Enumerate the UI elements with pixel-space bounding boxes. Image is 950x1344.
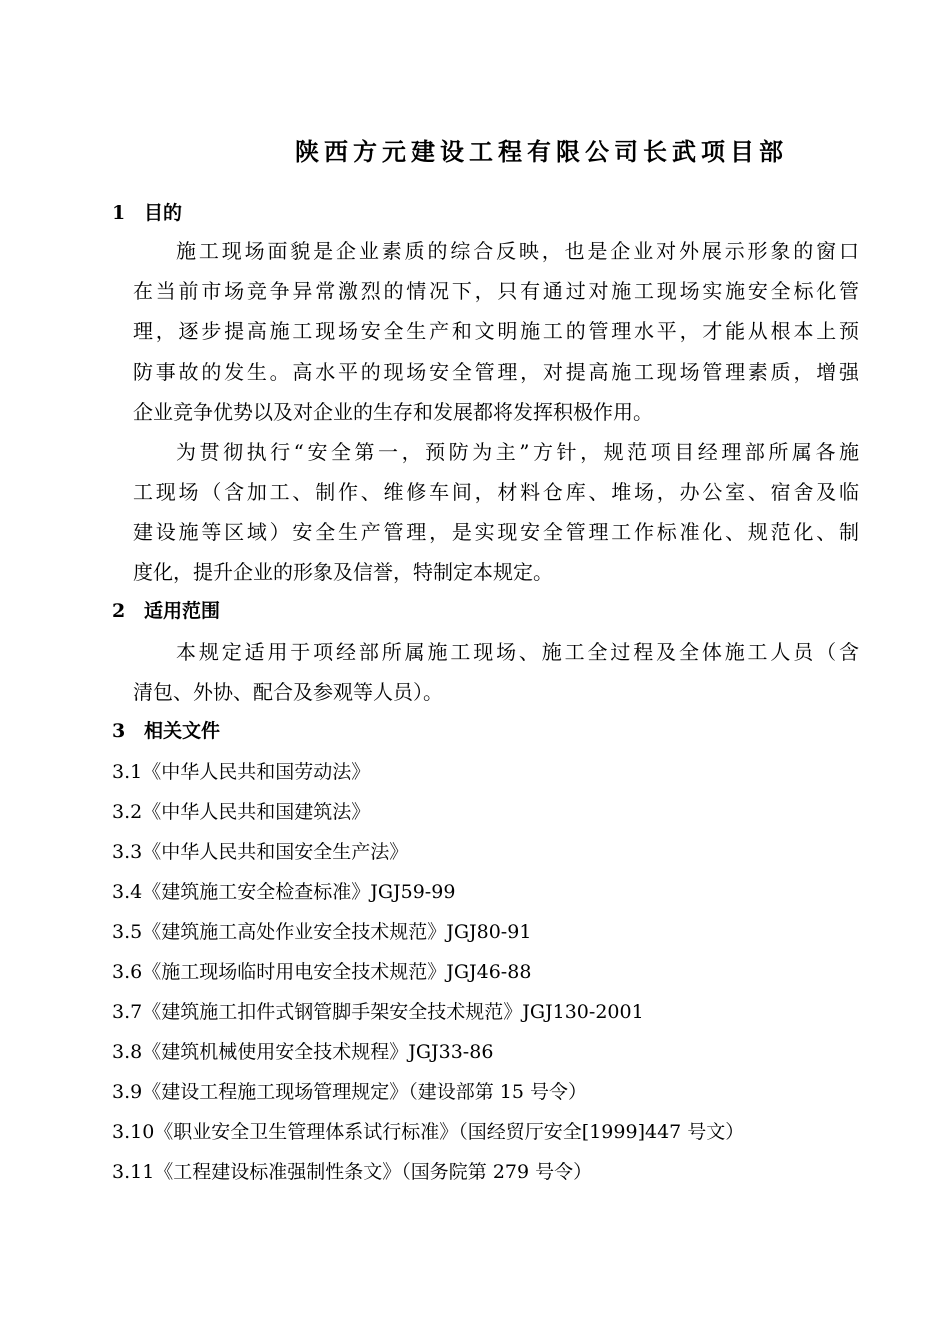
reference-item: 3.7《建筑施工扣件式钢管脚手架安全技术规范》JGJ130-2001 xyxy=(112,1001,644,1023)
reference-item: 3.2《中华人民共和国建筑法》 xyxy=(112,801,371,823)
section-title: 相关文件 xyxy=(144,720,221,742)
section-heading-1 xyxy=(112,198,182,225)
reference-item: 3.3《中华人民共和国安全生产法》 xyxy=(112,841,409,863)
reference-item: 3.6《施工现场临时用电安全技术规范》JGJ46-88 xyxy=(112,961,532,983)
section-heading-3 xyxy=(112,716,220,743)
page-header-title: 陕西方元建设工程有限公司长武项目部 xyxy=(295,137,788,166)
section-title: 适用范围 xyxy=(144,600,221,622)
section-heading-2 xyxy=(112,596,220,623)
paragraph-line: 企业竞争优势以及对企业的生存和发展都将发挥积极作用。 xyxy=(133,400,653,424)
reference-item: 3.8《建筑机械使用安全技术规程》JGJ33-86 xyxy=(112,1041,494,1063)
reference-item: 3.1《中华人民共和国劳动法》 xyxy=(112,761,371,783)
section-number: 2 xyxy=(112,600,126,622)
paragraph-line: 防事故的发生。高水平的现场安全管理，对提高施工现场管理素质，增强 xyxy=(133,360,859,384)
paragraph-line: 在当前市场竞争异常激烈的情况下，只有通过对施工现场实施安全标化管 xyxy=(133,279,859,303)
reference-item: 3.9《建设工程施工现场管理规定》（建设部第 15 号令） xyxy=(112,1081,587,1103)
paragraph-line: 为贯彻执行“安全第一，预防为主”方针，规范项目经理部所属各施 xyxy=(176,440,859,464)
reference-item: 3.4《建筑施工安全检查标准》JGJ59-99 xyxy=(112,881,456,903)
paragraph-line: 建设施等区域）安全生产管理，是实现安全管理工作标准化、规范化、制 xyxy=(133,520,859,544)
paragraph-line: 理，逐步提高施工现场安全生产和文明施工的管理水平，才能从根本上预 xyxy=(133,319,859,343)
reference-item: 3.10《职业安全卫生管理体系试行标准》（国经贸厅安全[1999]447 号文） xyxy=(112,1121,745,1143)
paragraph-line: 度化，提升企业的形象及信誉，特制定本规定。 xyxy=(133,560,553,584)
paragraph-line: 本规定适用于项经部所属施工现场、施工全过程及全体施工人员（含 xyxy=(176,640,859,664)
reference-item: 3.5《建筑施工高处作业安全技术规范》JGJ80-91 xyxy=(112,921,532,943)
section-title: 目的 xyxy=(144,202,183,224)
paragraph-line: 工现场（含加工、制作、维修车间，材料仓库、堆场，办公室、宿舍及临 xyxy=(133,480,859,504)
paragraph-line: 清包、外协、配合及参观等人员）。 xyxy=(133,680,443,704)
reference-item: 3.11《工程建设标准强制性条文》（国务院第 279 号令） xyxy=(112,1161,593,1183)
section-number: 3 xyxy=(112,720,126,742)
section-number: 1 xyxy=(112,202,126,224)
paragraph-line: 施工现场面貌是企业素质的综合反映，也是企业对外展示形象的窗口 xyxy=(176,239,859,263)
